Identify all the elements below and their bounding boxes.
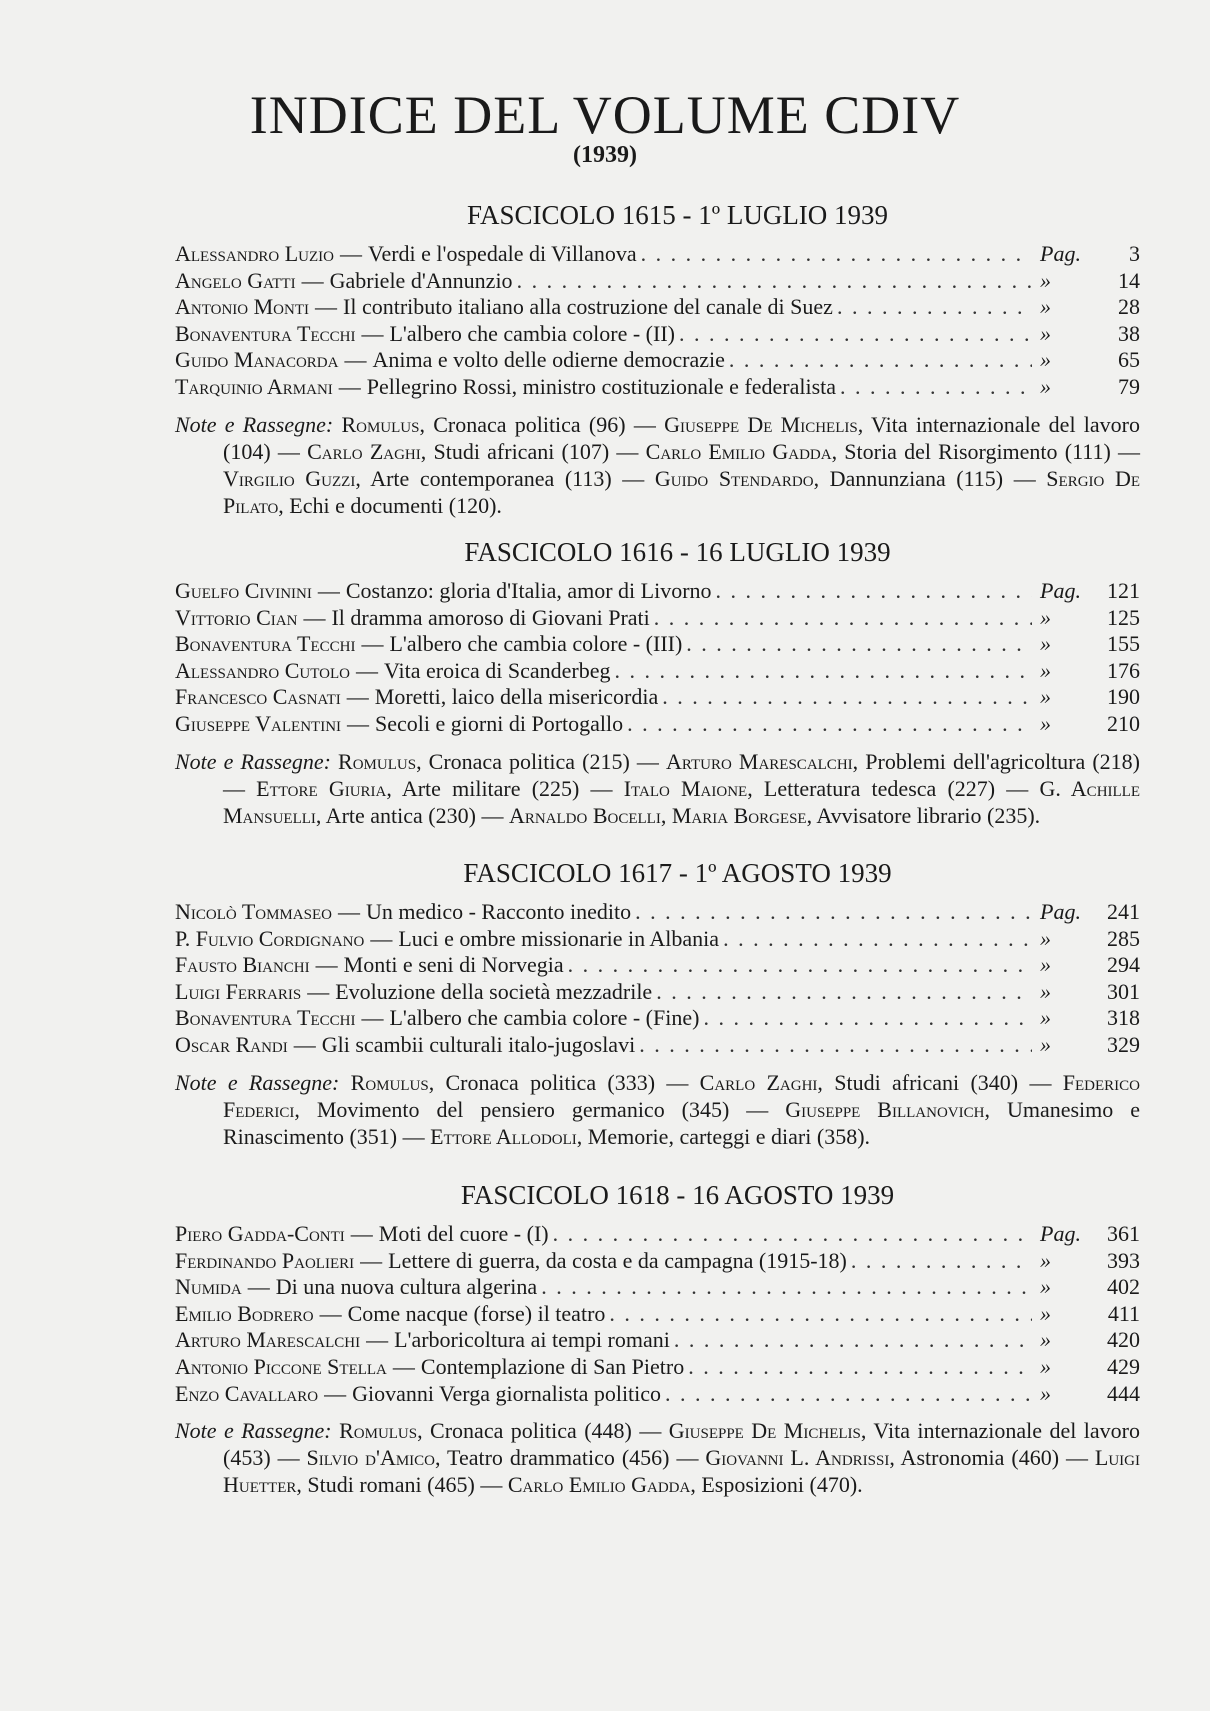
page-marker: » <box>1040 1353 1051 1379</box>
entry-title: Il dramma amoroso di Giovani Prati <box>331 604 650 630</box>
note-text: , Studi africani (107) — <box>420 438 646 464</box>
entry-author: Vittorio Cian <box>175 604 298 630</box>
contributor-name: Maria Borgese <box>671 802 807 828</box>
index-entry <box>175 1301 1140 1328</box>
entry-author: Emilio Bodrero <box>175 1300 314 1326</box>
note-text: , Studi africani (340) — <box>817 1069 1063 1095</box>
dot-leader <box>631 899 1032 926</box>
notes-e-rassegne <box>175 411 1140 519</box>
entry-author: Bonaventura Tecchi <box>175 631 356 657</box>
entry-page-number: 361 <box>1107 1221 1140 1246</box>
note-text: , Arte contemporanea (113) — <box>355 465 655 491</box>
index-entry <box>175 605 1140 632</box>
contributor-name: Carlo Zaghi <box>699 1069 818 1095</box>
entry-dash: — <box>366 1327 389 1353</box>
page-marker: » <box>1040 1300 1051 1326</box>
entry-author: Guido Manacorda <box>175 347 339 373</box>
entry-dash: — <box>346 684 369 710</box>
entry-dash: — <box>361 631 384 657</box>
contributor-name: G. Achille Mansuelli <box>223 775 1141 828</box>
note-text: , Cronaca politica (448) — <box>417 1418 669 1444</box>
entry-author: Piero Gadda-Conti <box>175 1221 345 1246</box>
page-title: INDICE DEL VOLUME CDIV <box>249 85 961 146</box>
dot-leader <box>650 605 1032 632</box>
entry-author: Bonaventura Tecchi <box>175 1005 356 1031</box>
index-entry <box>175 711 1140 738</box>
contributor-name: Romulus <box>341 411 420 437</box>
entry-page-number: 38 <box>1118 320 1140 346</box>
contributor-name: Romulus <box>338 748 417 774</box>
contributor-name: Romulus <box>339 1418 418 1444</box>
entry-dash: — <box>303 604 326 630</box>
contributor-name: Guido Stendardo <box>654 465 814 491</box>
entry-dash: — <box>361 320 384 346</box>
fascicolo-heading: FASCICOLO 1618 - 16 AGOSTO 1939 <box>460 1180 895 1210</box>
note-text: , Dannunziana (115) — <box>813 465 1047 491</box>
contributor-name: Carlo Emilio Gadda <box>507 1472 691 1498</box>
entry-page-number: 79 <box>1118 373 1140 399</box>
page-marker: » <box>1040 1247 1051 1273</box>
entry-dash: — <box>340 241 362 266</box>
entry-dash: — <box>361 1005 384 1031</box>
dot-leader <box>637 241 1032 268</box>
entry-author: Nicolò Tommaseo <box>175 899 332 924</box>
entry-page-number: 402 <box>1107 1274 1140 1300</box>
contributor-name: Sergio De Pilato <box>223 465 1140 518</box>
note-text: , Cronaca politica (215) — <box>416 748 666 774</box>
note-text: , <box>660 802 672 828</box>
page-marker: » <box>1040 604 1051 630</box>
dot-leader <box>513 268 1032 295</box>
entry-page-number: 329 <box>1107 1031 1140 1057</box>
dot-leader <box>537 1274 1032 1301</box>
page-marker: » <box>1040 657 1051 683</box>
dot-leader <box>652 979 1032 1006</box>
entry-dash: — <box>247 1274 270 1300</box>
entry-title: L'albero che cambia colore - (III) <box>389 631 683 657</box>
notes-e-rassegne <box>175 748 1140 829</box>
note-text: , Echi e documenti (120). <box>278 492 502 518</box>
page-marker: » <box>1040 631 1051 657</box>
entry-author: Alessandro Luzio <box>175 241 334 266</box>
entry-author: Guelfo Civinini <box>175 578 312 603</box>
entry-dash: — <box>293 1031 316 1057</box>
entry-title: Il contributo italiano alla costruzione del canale di Suez <box>343 294 833 320</box>
contributor-name: Federico Federici <box>223 1069 1140 1122</box>
entry-page-number: 393 <box>1107 1247 1140 1273</box>
note-text: , Astronomia (460) — <box>889 1445 1095 1471</box>
entry-page-number: 210 <box>1107 710 1140 736</box>
page-marker: » <box>1040 1327 1051 1353</box>
dot-leader <box>564 952 1032 979</box>
entry-page-number: 301 <box>1107 978 1140 1004</box>
entry-page-number: 411 <box>1107 1300 1140 1326</box>
page-marker: » <box>1040 1274 1051 1300</box>
index-entry <box>175 374 1140 401</box>
notes-label: Note e Rassegne: <box>175 1069 340 1095</box>
dot-leader <box>635 1032 1032 1059</box>
entry-dash: — <box>324 1380 347 1406</box>
entry-title: Anima e volto delle odierne democrazie <box>372 347 725 373</box>
note-text: , Studi romani (465) — <box>296 1472 508 1498</box>
entry-author: Fausto Bianchi <box>175 952 310 978</box>
contributor-name: Giuseppe De Michelis <box>664 411 858 437</box>
entry-title: Pellegrino Rossi, ministro costituzionale e federalista <box>366 373 837 399</box>
index-entry <box>175 631 1140 658</box>
dot-leader <box>725 347 1032 374</box>
notes-e-rassegne <box>175 1069 1140 1150</box>
entry-page-number: 121 <box>1107 578 1140 603</box>
entry-author: Angelo Gatti <box>175 267 296 293</box>
index-entry <box>175 926 1140 953</box>
note-text: , Arte militare (225) — <box>386 775 624 801</box>
contributor-name: Arturo Marescalchi <box>665 748 853 774</box>
page-marker: » <box>1040 684 1051 710</box>
entry-dash: — <box>307 978 330 1004</box>
index-entry <box>175 1005 1140 1032</box>
index-entry <box>175 1248 1140 1275</box>
note-text: , Letteratura tedesca (227) — <box>747 775 1040 801</box>
contributor-name: Ettore Allodoli <box>430 1123 577 1149</box>
entry-author: P. Fulvio Cordignano <box>175 925 365 951</box>
entry-title: Giovanni Verga giornalista politico <box>352 1380 662 1406</box>
entry-dash: — <box>392 1353 415 1379</box>
entry-page-number: 285 <box>1107 925 1140 951</box>
entry-title: Verdi e l'ospedale di Villanova <box>368 241 637 266</box>
entry-author: Luigi Ferraris <box>175 978 302 1004</box>
contributor-name: Virgilio Guzzi <box>223 465 356 491</box>
fascicolo-heading: FASCICOLO 1617 - 1º AGOSTO 1939 <box>463 858 892 888</box>
page-marker: » <box>1040 978 1051 1004</box>
page-marker: » <box>1040 925 1051 951</box>
dot-leader <box>833 294 1032 321</box>
note-text: , Teatro drammatico (456) — <box>435 1445 706 1471</box>
entry-dash: — <box>360 1247 383 1273</box>
entry-author: Tarquinio Armani <box>175 373 333 399</box>
dot-leader <box>549 1221 1032 1248</box>
entry-dash: — <box>315 952 338 978</box>
index-entry <box>175 321 1140 348</box>
entry-author: Numida <box>175 1274 242 1300</box>
entry-title: Un medico - Racconto inedito <box>365 899 632 924</box>
index-entry <box>175 1381 1140 1408</box>
entry-page-number: 294 <box>1107 952 1140 978</box>
entry-dash: — <box>350 1221 373 1246</box>
page-marker: » <box>1040 320 1051 346</box>
entry-page-number: 318 <box>1107 1005 1140 1031</box>
contributor-name: Ettore Giuria <box>256 775 387 801</box>
dot-leader <box>847 1248 1032 1275</box>
contributor-name: Carlo Zaghi <box>307 438 421 464</box>
entry-page-number: 444 <box>1107 1380 1140 1406</box>
page-marker: Pag. <box>1040 578 1081 603</box>
contributor-name: Luigi Huetter <box>223 1445 1140 1498</box>
entry-dash: — <box>315 294 337 320</box>
dot-leader <box>658 684 1032 711</box>
contributor-name: Arnaldo Bocelli <box>508 802 661 828</box>
entry-page-number: 14 <box>1118 267 1140 293</box>
notes-label: Note e Rassegne: <box>175 1418 332 1444</box>
index-entry <box>175 268 1140 295</box>
index-entry <box>175 1274 1140 1301</box>
contributor-name: Romulus <box>350 1069 429 1095</box>
page-marker: Pag. <box>1040 899 1081 924</box>
note-text: , Storia del Risorgimento (111) — <box>831 438 1140 464</box>
entry-title: L'albero che cambia colore - (II) <box>389 320 675 346</box>
dot-leader <box>712 578 1032 605</box>
dot-leader <box>675 321 1032 348</box>
index-entry <box>175 952 1140 979</box>
entry-dash: — <box>301 267 324 293</box>
entry-author: Enzo Cavallaro <box>175 1380 319 1406</box>
entry-author: Oscar Randi <box>175 1031 288 1057</box>
index-entry <box>175 979 1140 1006</box>
dot-leader <box>719 926 1032 953</box>
page-marker: » <box>1040 347 1051 373</box>
index-entry <box>175 1221 1140 1248</box>
entry-page-number: 125 <box>1107 604 1140 630</box>
note-text: , Cronaca politica (333) — <box>428 1069 700 1095</box>
note-text: , Esposizioni (470). <box>690 1472 863 1498</box>
entry-title: Costanzo: gloria d'Italia, amor di Livorno <box>345 578 712 603</box>
dot-leader <box>836 374 1032 401</box>
entry-dash: — <box>344 347 367 373</box>
notes-label: Note e Rassegne: <box>175 411 334 437</box>
note-text: , Avvisatore librario (235). <box>806 802 1041 828</box>
index-entry <box>175 241 1140 268</box>
index-entry <box>175 1327 1140 1354</box>
index-entry <box>175 658 1140 685</box>
fascicolo-heading: FASCICOLO 1616 - 16 LUGLIO 1939 <box>464 537 891 567</box>
page-marker: » <box>1040 373 1051 399</box>
entry-title: Come nacque (forse) il teatro <box>347 1300 606 1326</box>
dot-leader <box>661 1381 1032 1408</box>
entry-author: Giuseppe Valentini <box>175 710 342 736</box>
entry-page-number: 420 <box>1107 1327 1140 1353</box>
entry-title: Evoluzione della società mezzadrile <box>335 978 653 1004</box>
page-marker: » <box>1040 1005 1051 1031</box>
dot-leader <box>623 711 1032 738</box>
fascicolo-section <box>175 537 1140 829</box>
fascicolo-section <box>175 1180 1140 1498</box>
note-text: , Vita internazionale del lavoro (453) — <box>223 1418 1140 1471</box>
entry-page-number: 429 <box>1107 1353 1140 1379</box>
entry-title: L'arboricoltura ai tempi romani <box>394 1327 670 1353</box>
notes-label: Note e Rassegne: <box>175 748 331 774</box>
fascicolo-heading: FASCICOLO 1615 - 1º LUGLIO 1939 <box>466 200 889 230</box>
note-text: , Vita internazionale del lavoro (104) — <box>223 411 1140 464</box>
contributor-name: Giovanni L. Andrissi <box>705 1445 890 1471</box>
entry-author: Alessandro Cutolo <box>175 657 350 683</box>
note-text: , Umanesimo e Rinascimento (351) — <box>223 1096 1140 1149</box>
index-entry <box>175 899 1140 926</box>
index-entry <box>175 347 1140 374</box>
entry-dash: — <box>319 1300 342 1326</box>
entry-author: Antonio Piccone Stella <box>175 1353 387 1379</box>
dot-leader <box>605 1301 1032 1328</box>
entry-title: Moretti, laico della misericordia <box>374 684 659 710</box>
entry-author: Bonaventura Tecchi <box>175 320 356 346</box>
entry-title: Contemplazione di San Pietro <box>420 1353 685 1379</box>
entry-page-number: 3 <box>1129 241 1140 266</box>
entry-title: Luci e ombre missionarie in Albania <box>398 925 720 951</box>
entry-page-number: 190 <box>1107 684 1140 710</box>
page-marker: » <box>1040 294 1051 320</box>
entry-dash: — <box>347 710 370 736</box>
entry-author: Francesco Casnati <box>175 684 341 710</box>
note-text: , Movimento del pensiero germanico (345) — <box>294 1096 786 1122</box>
entry-page-number: 176 <box>1107 657 1140 683</box>
dot-leader <box>699 1005 1032 1032</box>
entry-title: Gli scambii culturali italo-jugoslavi <box>321 1031 636 1057</box>
fascicolo-section <box>175 200 1140 519</box>
entry-title: Moti del cuore - (I) <box>378 1221 549 1246</box>
index-entry <box>175 684 1140 711</box>
page-marker: » <box>1040 1380 1051 1406</box>
entry-author: Antonio Monti <box>175 294 309 320</box>
page-marker: Pag. <box>1040 1221 1081 1246</box>
entry-dash: — <box>355 657 378 683</box>
entry-dash: — <box>317 578 340 603</box>
note-text: , Cronaca politica (96) — <box>419 411 665 437</box>
dot-leader <box>670 1327 1032 1354</box>
dot-leader <box>684 1354 1032 1381</box>
entry-page-number: 155 <box>1107 631 1140 657</box>
contributor-name: Carlo Emilio Gadda <box>645 438 832 464</box>
page-marker: » <box>1040 267 1051 293</box>
dot-leader <box>682 631 1032 658</box>
entry-dash: — <box>337 899 360 924</box>
entry-page-number: 28 <box>1118 294 1140 320</box>
note-text: , Arte antica (230) — <box>315 802 509 828</box>
contributor-name: Giuseppe De Michelis <box>668 1418 861 1444</box>
dot-leader <box>611 658 1033 685</box>
entry-title: Lettere di guerra, da costa e da campagna (1915-18) <box>388 1247 847 1273</box>
note-text: , Memorie, carteggi e diari (358). <box>576 1123 871 1149</box>
index-entry <box>175 294 1140 321</box>
note-text: , Problemi dell'agricoltura (218) — <box>223 748 1141 801</box>
entry-page-number: 65 <box>1118 347 1140 373</box>
entry-dash: — <box>338 373 361 399</box>
entry-title: Gabriele d'Annunzio <box>329 267 513 293</box>
entry-page-number: 241 <box>1107 899 1140 924</box>
contributor-name: Silvio d'Amico <box>306 1445 435 1471</box>
page-marker: » <box>1040 710 1051 736</box>
notes-e-rassegne <box>175 1417 1140 1498</box>
volume-year: (1939) <box>573 142 637 168</box>
index-entry <box>175 578 1140 605</box>
entry-author: Ferdinando Paolieri <box>175 1247 355 1273</box>
entry-title: Secoli e giorni di Portogallo <box>375 710 624 736</box>
contributor-name: Giuseppe Billanovich <box>785 1096 985 1122</box>
contributor-name: Italo Maione <box>623 775 748 801</box>
entry-title: L'albero che cambia colore - (Fine) <box>389 1005 700 1031</box>
entry-title: Vita eroica di Scanderbeg <box>383 657 611 683</box>
entry-dash: — <box>370 925 393 951</box>
page-marker: Pag. <box>1040 241 1081 266</box>
index-entry <box>175 1032 1140 1059</box>
entry-title: Di una nuova cultura algerina <box>275 1274 538 1300</box>
fascicolo-section <box>175 858 1140 1150</box>
page-marker: » <box>1040 1031 1051 1057</box>
entry-title: Monti e seni di Norvegia <box>343 952 564 978</box>
index-entry <box>175 1354 1140 1381</box>
entry-author: Arturo Marescalchi <box>175 1327 361 1353</box>
page-marker: » <box>1040 952 1051 978</box>
